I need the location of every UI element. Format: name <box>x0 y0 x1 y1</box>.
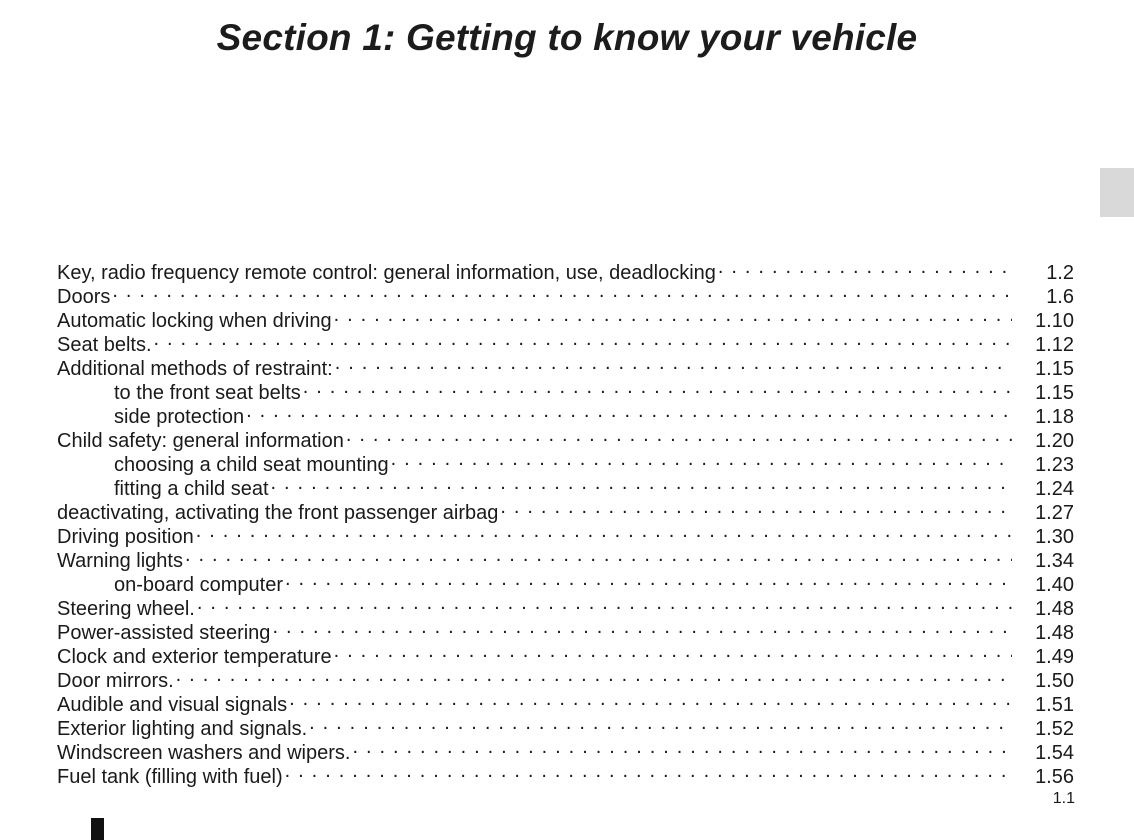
toc-entry-label: Key, radio frequency remote control: general information, use, deadlocking <box>57 262 716 284</box>
toc-entry[interactable] <box>57 279 1074 308</box>
toc-dot-leader <box>152 327 1012 351</box>
toc-entry[interactable] <box>57 327 1074 356</box>
toc-entry-label: Windscreen washers and wipers. <box>57 742 351 764</box>
toc-entry[interactable] <box>57 351 1074 380</box>
toc-entry-label: Steering wheel. <box>57 598 195 620</box>
table-of-contents <box>57 255 1074 788</box>
page-title: Section 1: Getting to know your vehicle <box>216 17 918 58</box>
toc-dot-leader <box>301 375 1012 399</box>
toc-entry-label: deactivating, activating the front passenger airbag <box>57 502 499 524</box>
toc-entry-label: on-board computer <box>114 574 283 596</box>
toc-entry-label: Warning lights <box>57 550 183 572</box>
toc-entry-page: 1.24 <box>1035 478 1074 500</box>
section-tab-marker <box>1100 168 1134 217</box>
toc-dot-leader <box>283 567 1012 591</box>
toc-dot-leader <box>350 735 1012 759</box>
toc-entry[interactable] <box>57 615 1074 644</box>
toc-entry-label: Audible and visual signals <box>57 694 288 716</box>
toc-entry-page: 1.15 <box>1035 358 1074 380</box>
toc-entry-label: Door mirrors. <box>57 670 174 692</box>
toc-dot-leader <box>174 663 1012 687</box>
toc-entry-label: side protection <box>114 406 245 428</box>
toc-entry[interactable] <box>57 687 1074 716</box>
toc-dot-leader <box>333 351 1012 375</box>
toc-dot-leader <box>195 591 1012 615</box>
toc-entry-page: 1.20 <box>1035 430 1074 452</box>
toc-entry-label: Fuel tank (filling with fuel) <box>57 766 283 788</box>
crop-mark <box>91 818 104 840</box>
toc-entry-page: 1.12 <box>1035 334 1074 356</box>
toc-entry-label: to the front seat belts <box>114 382 301 404</box>
toc-entry-page: 1.48 <box>1035 622 1074 644</box>
toc-subentry[interactable] <box>57 567 1074 596</box>
toc-dot-leader <box>498 495 1012 519</box>
toc-entry[interactable] <box>57 519 1074 548</box>
toc-entry-page: 1.48 <box>1035 598 1074 620</box>
toc-entry-label: Exterior lighting and signals. <box>57 718 308 740</box>
toc-dot-leader <box>270 615 1012 639</box>
toc-dot-leader <box>716 255 1012 279</box>
toc-dot-leader <box>307 711 1012 735</box>
toc-entry[interactable] <box>57 591 1074 620</box>
toc-entry-label: Doors <box>57 286 111 308</box>
toc-dot-leader <box>344 423 1012 447</box>
toc-entry-page: 1.15 <box>1035 382 1074 404</box>
toc-entry-label: Clock and exterior temperature <box>57 646 332 668</box>
toc-entry-page: 1.30 <box>1035 526 1074 548</box>
toc-entry[interactable] <box>57 543 1074 572</box>
toc-entry-page: 1.18 <box>1035 406 1074 428</box>
toc-dot-leader <box>194 519 1012 543</box>
toc-entry-page: 1.2 <box>1046 262 1074 284</box>
toc-entry-label: Automatic locking when driving <box>57 310 332 332</box>
toc-dot-leader <box>332 303 1012 327</box>
toc-entry-label: Power-assisted steering <box>57 622 271 644</box>
toc-entry-page: 1.34 <box>1035 550 1074 572</box>
toc-entry-page: 1.50 <box>1035 670 1074 692</box>
toc-entry-page: 1.52 <box>1035 718 1074 740</box>
toc-entry-page: 1.56 <box>1035 766 1074 788</box>
toc-entry-label: Additional methods of restraint: <box>57 358 333 380</box>
toc-entry-label: Child safety: general information <box>57 430 344 452</box>
toc-entry-page: 1.10 <box>1035 310 1074 332</box>
toc-dot-leader <box>244 399 1012 423</box>
toc-entry[interactable] <box>57 663 1074 692</box>
page-number: 1.1 <box>1052 790 1075 807</box>
toc-entry-label: fitting a child seat <box>114 478 269 500</box>
toc-entry-label: Seat belts. <box>57 334 152 356</box>
toc-entry[interactable] <box>57 255 1074 284</box>
toc-entry-page: 1.23 <box>1035 454 1074 476</box>
toc-dot-leader <box>389 447 1012 471</box>
toc-dot-leader <box>283 759 1012 783</box>
toc-entry-page: 1.54 <box>1035 742 1074 764</box>
toc-entry-page: 1.51 <box>1035 694 1074 716</box>
toc-dot-leader <box>269 471 1012 495</box>
toc-entry-label: choosing a child seat mounting <box>114 454 389 476</box>
toc-dot-leader <box>287 687 1012 711</box>
toc-entry-page: 1.27 <box>1035 502 1074 524</box>
toc-entry-label: Driving position <box>57 526 194 548</box>
toc-entry[interactable] <box>57 303 1074 332</box>
toc-entry-page: 1.49 <box>1035 646 1074 668</box>
toc-dot-leader <box>183 543 1012 567</box>
toc-dot-leader <box>332 639 1012 663</box>
toc-entry-page: 1.40 <box>1035 574 1074 596</box>
toc-dot-leader <box>110 279 1012 303</box>
toc-entry-page: 1.6 <box>1046 286 1074 308</box>
